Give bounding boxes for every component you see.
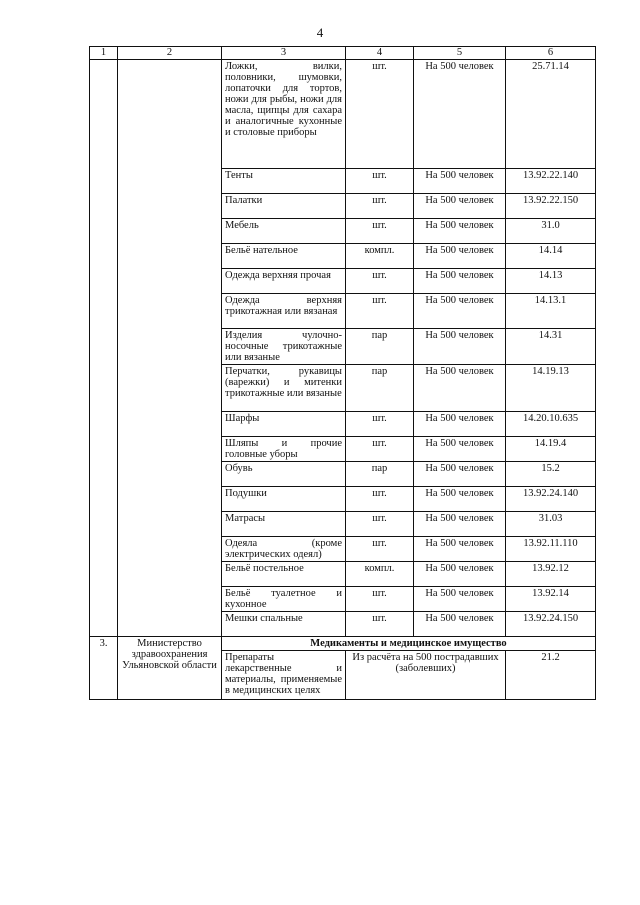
item-name: Шарфы [222, 412, 346, 437]
org-cell-empty [118, 60, 222, 637]
item-code: 31.03 [506, 512, 596, 537]
item-code: 13.92.24.150 [506, 612, 596, 637]
item-norm: На 500 человек [414, 194, 506, 219]
item-norm: На 500 человек [414, 612, 506, 637]
item-norm: На 500 человек [414, 537, 506, 562]
item-norm: На 500 человек [414, 562, 506, 587]
item-code: 13.92.22.140 [506, 169, 596, 194]
item-name: Обувь [222, 462, 346, 487]
item-name: Бельё нательное [222, 244, 346, 269]
item-unit: пар [346, 462, 414, 487]
item-name: Мешки спальные [222, 612, 346, 637]
item-unit: шт. [346, 537, 414, 562]
header-col-6: 6 [506, 47, 596, 60]
item-name: Бельё постельное [222, 562, 346, 587]
item-name: Подушки [222, 487, 346, 512]
item-name: Изделия чулочно-носочные трикотажные или вязаные [222, 329, 346, 365]
item-code: 15.2 [506, 462, 596, 487]
header-col-1: 1 [90, 47, 118, 60]
item-unit: шт. [346, 60, 414, 169]
item-name: Бельё туалетное и кухонное [222, 587, 346, 612]
item-norm: На 500 человек [414, 60, 506, 169]
item-norm: На 500 человек [414, 294, 506, 329]
item-unit: компл. [346, 244, 414, 269]
item-code: 14.31 [506, 329, 596, 365]
supplies-table [89, 46, 596, 700]
item-norm: На 500 человек [414, 512, 506, 537]
item-code: 13.92.14 [506, 587, 596, 612]
item-code: 14.13.1 [506, 294, 596, 329]
item-code: 25.71.14 [506, 60, 596, 169]
item-norm: На 500 человек [414, 437, 506, 462]
item-code: 14.13 [506, 269, 596, 294]
item-name: Ложки, вилки, половники, шумовки, лопаточки для тортов, ножи для рыбы, ножи для масла, щипцы для сахара и аналогичные кухонные и столовые приборы [222, 60, 346, 169]
item-name: Одежда верхняя прочая [222, 269, 346, 294]
item-norm: На 500 человек [414, 169, 506, 194]
item-unit: шт. [346, 612, 414, 637]
section-3-title-row [90, 637, 596, 651]
item-name: Матрасы [222, 512, 346, 537]
item-unit: шт. [346, 487, 414, 512]
item-norm: На 500 человек [414, 365, 506, 412]
header-col-5: 5 [414, 47, 506, 60]
item-unit: пар [346, 329, 414, 365]
section-3-number: 3. [90, 637, 118, 700]
section-3-title: Медикаменты и медицинское имущество [222, 637, 596, 651]
item-unit: шт. [346, 194, 414, 219]
item-code: 13.92.24.140 [506, 487, 596, 512]
item-code: 14.20.10.635 [506, 412, 596, 437]
item-norm: На 500 человек [414, 587, 506, 612]
item-code: 14.14 [506, 244, 596, 269]
item-norm: На 500 человек [414, 219, 506, 244]
item-unit: пар [346, 365, 414, 412]
num-cell-empty [90, 60, 118, 637]
item-name: Шляпы и прочие головные уборы [222, 437, 346, 462]
item-norm: Из расчёта на 500 пострадавших (заболевших) [346, 651, 506, 700]
header-col-4: 4 [346, 47, 414, 60]
item-norm: На 500 человек [414, 269, 506, 294]
item-unit: шт. [346, 437, 414, 462]
item-unit: шт. [346, 512, 414, 537]
item-name: Перчатки, рукавицы (варежки) и митенки трикотажные или вязаные [222, 365, 346, 412]
section-3-organization: Министерство здравоохранения Ульяновской области [118, 637, 222, 700]
item-name: Одежда верхняя трикотажная или вязаная [222, 294, 346, 329]
item-unit: шт. [346, 219, 414, 244]
item-code: 14.19.4 [506, 437, 596, 462]
item-name: Препараты лекарственные и материалы, применяемые в медицинских целях [222, 651, 346, 700]
item-name: Мебель [222, 219, 346, 244]
item-norm: На 500 человек [414, 329, 506, 365]
item-unit: шт. [346, 412, 414, 437]
item-unit: шт. [346, 294, 414, 329]
item-norm: На 500 человек [414, 487, 506, 512]
item-unit: шт. [346, 269, 414, 294]
item-unit: шт. [346, 587, 414, 612]
item-unit: шт. [346, 169, 414, 194]
item-unit: компл. [346, 562, 414, 587]
header-row [90, 47, 596, 60]
table-row [90, 60, 596, 169]
item-code: 13.92.12 [506, 562, 596, 587]
item-code: 14.19.13 [506, 365, 596, 412]
item-name: Палатки [222, 194, 346, 219]
page-number: 4 [316, 25, 324, 40]
item-code: 21.2 [506, 651, 596, 700]
item-code: 31.0 [506, 219, 596, 244]
header-col-2: 2 [118, 47, 222, 60]
item-norm: На 500 человек [414, 462, 506, 487]
item-norm: На 500 человек [414, 244, 506, 269]
item-code: 13.92.11.110 [506, 537, 596, 562]
item-name: Одеяла (кроме электрических одеял) [222, 537, 346, 562]
header-col-3: 3 [222, 47, 346, 60]
item-norm: На 500 человек [414, 412, 506, 437]
item-code: 13.92.22.150 [506, 194, 596, 219]
item-name: Тенты [222, 169, 346, 194]
